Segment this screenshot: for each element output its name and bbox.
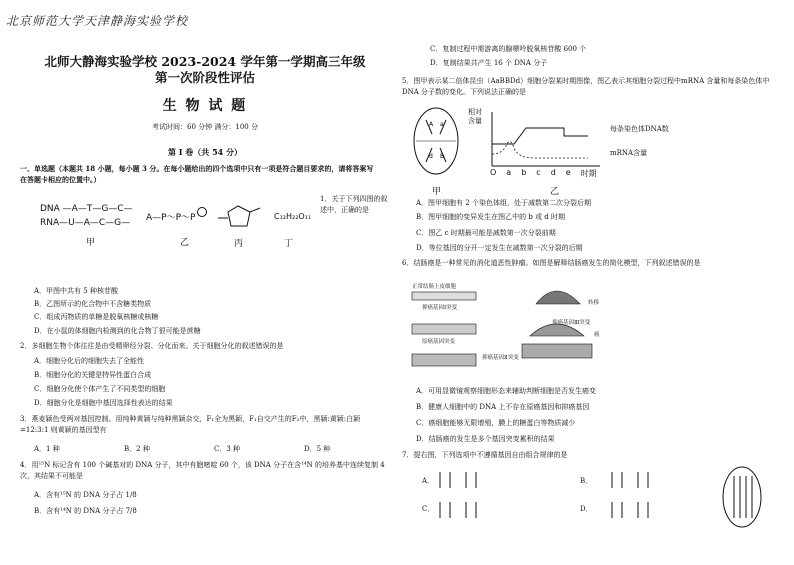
pentose-ring-icon [216, 200, 264, 234]
q3-option-c: C．3 种 [214, 445, 241, 453]
x-label-e: e [565, 168, 571, 177]
q5-option-c: C．图乙 c 时期最可能是减数第一次分裂前期 [416, 229, 556, 237]
fig5-legend-mrna: mRNA含量 [610, 149, 648, 157]
q3-option-a: A．1 种 [34, 445, 60, 453]
q4-option-a: A．含有¹⁵N 的 DNA 分子占 1/8 [34, 491, 137, 499]
exam-title: 北师大静海实验学校 2023-2024 学年第一学期高三年级 [44, 54, 366, 69]
q5-option-b: B．图甲细胞的变异发生在图乙中的 b 或 d 时期 [416, 213, 566, 221]
q1-option-c: C．组成丙物质的单糖是脱氧核糖或核糖 [34, 313, 159, 321]
fig5-ylabel: 相对含量 [468, 108, 482, 125]
q3-option-b: B．2 种 [124, 445, 150, 453]
q4-option-d: D．复制结果共产生 16 个 DNA 分子 [430, 59, 548, 67]
fig-rna-line: RNA—U—A—C—G— [40, 218, 131, 228]
fig5-label-jia: 甲 [432, 187, 442, 197]
instructions: 一、单选题（本题共 18 小题，每小题 3 分。在每小题给出的四个选项中只有一项是符合题目要求的，请将答案写在答题卡相应的位置中。） [20, 164, 374, 184]
q7-cell-figure [720, 462, 764, 532]
q5-option-d: D．等位基因的分开一定发生在减数第一次分裂的后期 [416, 244, 583, 252]
q6-label-cancer: 癌 [594, 332, 600, 338]
q2-option-b: B．细胞分化的关键是特异性蛋白合成 [34, 371, 152, 379]
q5-stem: 5．图甲表示某二倍体昆虫（AaBBDd）细胞分裂某时期图像，图乙表示其细胞分裂过程中mRNA 含量和每条染色体中DNA 分子数的变化。下列说法正确的是 [402, 77, 770, 96]
fig-label-ding: 丁 [284, 239, 294, 249]
x-label-d: d [550, 168, 556, 177]
q1-option-b: B．乙图所示的化合物中不含糖类物质 [34, 300, 152, 308]
cell-division-figure [412, 106, 460, 176]
q6-option-a: A．可用显微镜观察细胞形态来辅助判断细胞是否发生癌变 [416, 387, 597, 395]
svg-text:d: d [429, 153, 433, 160]
q7-option-c: C． [422, 505, 435, 513]
q3-stem: 3．燕麦颖色受两对基因控制。用纯种黄颖与纯种黑颖杂交，F₁全为黑颖，F₁自交产生的F₂中，黑颖:黄颖:白颖=12:3:1 则黄颖的基因型有 [20, 415, 361, 434]
x-label-b: b [521, 168, 527, 177]
q6-option-c: C．癌细胞能够无限增殖，膜上的糖蛋白等物质减少 [416, 419, 576, 427]
q6-stem: 6．结肠癌是一种常见的消化道恶性肿瘤。如图是解释结肠癌发生的简化模型，下列叙述错误的是 [402, 259, 701, 267]
exam-info: 考试时间：60 分钟 满分：100 分 [152, 123, 258, 131]
colon-cancer-model-figure [410, 282, 610, 378]
q7-option-b: B． [580, 477, 593, 485]
svg-text:a: a [440, 121, 444, 128]
fig5-label-yi: 乙 [550, 187, 560, 197]
fig-c12: C₁₂H₂₂O₁₁ [274, 212, 312, 221]
fig-label-bing: 丙 [234, 239, 244, 249]
q6-label-tsg1: 抑癌基因Ⅰ突变 [422, 305, 458, 311]
x-label-period: 时期 [580, 169, 597, 178]
school-logo-text: 北京师范大学天津静海实验学校 [6, 14, 189, 28]
q4-option-b: B．含有¹⁴N 的 DNA 分子占 7/8 [34, 507, 137, 515]
q6-label-tsg3: 抑癌基因Ⅲ突变 [552, 320, 591, 326]
exam-subtitle: 第一次阶段性评估 [154, 70, 255, 85]
q7-chromosome-pairs [436, 468, 576, 528]
q7-option-a: A． [422, 477, 435, 485]
q4-option-c: C．复制过程中需游离的腺嘌呤脱氧核苷酸 600 个 [430, 45, 587, 53]
fig5-x-labels [490, 168, 650, 179]
subject-title: 生 物 试 题 [162, 98, 248, 114]
q7-stem: 7．提右图，下列选项中不遵循基因自由组合规律的是 [402, 451, 568, 459]
x-label-c: c [536, 168, 541, 177]
q2-option-c: C．细胞分化使个体产生了不同类型的细胞 [34, 385, 166, 393]
q7-option-d: D． [580, 505, 593, 513]
q3-option-d: D．5 种 [304, 445, 331, 453]
q6-option-b: B．健康人细胞中的 DNA 上不存在原癌基因和抑癌基因 [416, 403, 590, 411]
q6-label-oncogene: 原癌基因突变 [422, 339, 456, 345]
q2-stem: 2．多细胞生物个体往往是由受精卵经分裂、分化而来。关于细胞分化的叙述错误的是 [20, 342, 284, 350]
fig-atp: A—P～P～P [146, 213, 196, 223]
q6-label-normal: 正常结肠上皮细胞 [412, 284, 457, 290]
q1-stem: 1．关于下列四图的叙述中，正确的是 [320, 195, 388, 214]
q2-option-a: A．细胞分化后的细胞失去了全能性 [34, 357, 145, 365]
q1-option-a: A．甲图中共有 5 种核苷酸 [34, 287, 118, 295]
q6-label-metastasis: 转移 [588, 300, 600, 306]
fig-label-yi: 乙 [180, 238, 190, 248]
q6-label-tsg2: 抑癌基因Ⅱ突变 [482, 355, 519, 361]
fig-circle-icon [196, 205, 208, 219]
q5-option-a: A．图甲细胞有 2 个染色体组，处于减数第二次分裂后期 [416, 199, 591, 207]
fig-label-jia: 甲 [86, 238, 96, 248]
q1-option-d: D．在小鼠的体细胞内检测到的化合物丁很可能是蔗糖 [34, 327, 201, 335]
q6-option-d: D．结肠癌的发生是多个基因突变累积的结果 [416, 435, 555, 443]
x-label-a: a [506, 168, 512, 177]
x-label-o: O [490, 168, 497, 177]
q4-stem: 4．用¹⁵N 标记含有 100 个碱基对的 DNA 分子，其中有胞嘧啶 60 个，该 DNA 分子在含¹⁴N 的培养基中连续复制 4 次，其结果不可能是 [20, 461, 385, 480]
fig-dna-line: DNA —A—T—G—C— [40, 204, 133, 214]
q2-option-d: D．细胞分化是细胞中基因选择性表达的结果 [34, 399, 173, 407]
svg-text:B: B [440, 153, 445, 160]
fig5-legend-dna: 每条染色体DNA数 [610, 125, 669, 133]
svg-text:A: A [429, 121, 434, 128]
section-heading: 第 I 卷（共 54 分） [167, 147, 242, 157]
q7-chromosome-pairs-right [608, 468, 668, 528]
